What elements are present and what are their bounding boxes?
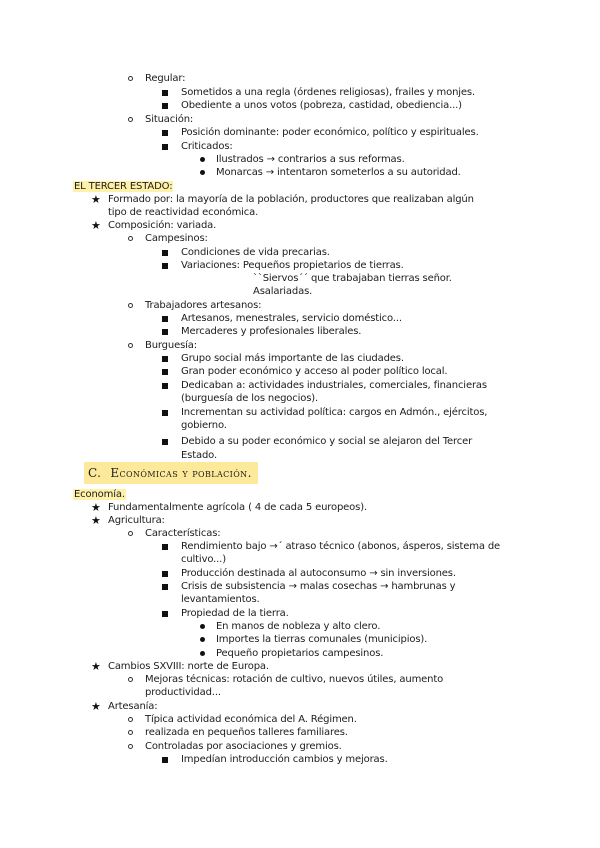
list-item: Pequeño propietarios campesinos. <box>200 647 383 660</box>
list-item: Obediente a unos votos (pobreza, castidad, obediencia...) <box>162 99 462 112</box>
circle-bullet-icon <box>128 303 133 308</box>
list-item: ★ Composición: variada. <box>91 219 217 232</box>
list-item: Estado. <box>181 450 217 461</box>
list-item: Dedicaban a: actividades industriales, comerciales, financieras <box>162 379 487 392</box>
square-bullet-icon <box>162 544 168 550</box>
list-item: ``Siervos´´ que trabajaban tierras señor. <box>253 273 452 284</box>
list-item: Campesinos: <box>128 232 208 245</box>
square-bullet-icon <box>162 611 168 617</box>
list-item: Propiedad de la tierra. <box>162 607 289 620</box>
square-bullet-icon <box>162 263 168 269</box>
list-item: Rendimiento bajo →´ atraso técnico (abonos, ásperos, sistema de <box>162 540 500 553</box>
list-item: ★ Artesanía: <box>91 700 158 713</box>
dot-bullet-icon <box>200 624 205 629</box>
square-bullet-icon <box>162 383 168 389</box>
circle-bullet-icon <box>128 730 133 735</box>
circle-bullet-icon <box>128 117 133 122</box>
list-item: Mercaderes y profesionales liberales. <box>162 325 361 338</box>
list-item: Controladas por asociaciones y gremios. <box>128 740 342 753</box>
list-item: Características: <box>128 527 221 540</box>
circle-bullet-icon <box>128 717 133 722</box>
list-item: ★ Agricultura: <box>91 514 165 527</box>
circle-bullet-icon <box>128 343 133 348</box>
dot-bullet-icon <box>200 170 205 175</box>
dot-bullet-icon <box>200 637 205 642</box>
list-item: Situación: <box>128 113 193 126</box>
list-item: Sometidos a una regla (órdenes religiosas), frailes y monjes. <box>162 86 475 99</box>
square-bullet-icon <box>162 130 168 136</box>
list-item: Ilustrados → contrarios a sus reformas. <box>200 153 405 166</box>
square-bullet-icon <box>162 90 168 96</box>
star-bullet-icon: ★ <box>91 219 101 232</box>
list-item: productividad... <box>145 687 221 698</box>
list-item: Importes la tierras comunales (municipios). <box>200 633 427 646</box>
list-item: En manos de nobleza y alto clero. <box>200 620 380 633</box>
circle-bullet-icon <box>128 531 133 536</box>
square-bullet-icon <box>162 757 168 763</box>
list-item: ★ Cambios SXVIII: norte de Europa. <box>91 660 269 673</box>
list-item: levantamientos. <box>181 594 260 605</box>
list-item: Burguesía: <box>128 339 197 352</box>
dot-bullet-icon <box>200 651 205 656</box>
section-heading: EL TERCER ESTADO: <box>74 181 173 192</box>
section-c-heading: C. Económicas y población. <box>84 462 258 484</box>
list-item: Posición dominante: poder económico, político y espirituales. <box>162 126 479 139</box>
square-bullet-icon <box>162 571 168 577</box>
subsection-heading: Economía. <box>74 489 125 500</box>
list-item: (burguesía de los negocios). <box>181 393 319 404</box>
list-item: Artesanos, menestrales, servicio doméstico... <box>162 312 402 325</box>
list-item: cultivo...) <box>181 554 226 565</box>
list-item: Producción destinada al autoconsumo → sin inversiones. <box>162 567 456 580</box>
square-bullet-icon <box>162 329 168 335</box>
square-bullet-icon <box>162 250 168 256</box>
list-item: realizada en pequeños talleres familiares. <box>128 726 348 739</box>
dot-bullet-icon <box>200 157 205 162</box>
square-bullet-icon <box>162 584 168 590</box>
list-item: Asalariadas. <box>253 286 313 297</box>
square-bullet-icon <box>162 410 168 416</box>
square-bullet-icon <box>162 369 168 375</box>
square-bullet-icon <box>162 103 168 109</box>
list-item: Condiciones de vida precarias. <box>162 246 330 259</box>
list-item: ★ Formado por: la mayoría de la población, productores que realizaban algún <box>91 193 474 206</box>
circle-bullet-icon <box>128 677 133 682</box>
list-item: Impedían introducción cambios y mejoras. <box>162 753 388 766</box>
circle-bullet-icon <box>128 744 133 749</box>
square-bullet-icon <box>162 316 168 322</box>
list-item: tipo de reactividad económica. <box>108 207 259 218</box>
star-bullet-icon: ★ <box>91 700 101 713</box>
list-item: Incrementan su actividad política: cargos en Admón., ejércitos, <box>162 406 487 419</box>
list-item: Típica actividad económica del A. Régimen. <box>128 713 357 726</box>
circle-bullet-icon <box>128 76 133 81</box>
star-bullet-icon: ★ <box>91 193 101 206</box>
list-item: Mejoras técnicas: rotación de cultivo, nuevos útiles, aumento <box>128 673 443 686</box>
list-item: Monarcas → intentaron someterlos a su autoridad. <box>200 166 461 179</box>
list-item: Variaciones: Pequeños propietarios de tierras. <box>162 259 404 272</box>
star-bullet-icon: ★ <box>91 660 101 673</box>
list-item: Grupo social más importante de las ciudades. <box>162 352 404 365</box>
star-bullet-icon: ★ <box>91 501 101 514</box>
list-item: Crisis de subsistencia → malas cosechas → hambrunas y <box>162 580 455 593</box>
list-item: Gran poder económico y acceso al poder político local. <box>162 365 447 378</box>
list-item: Criticados: <box>162 140 233 153</box>
circle-bullet-icon <box>128 236 133 241</box>
list-item: Regular: <box>128 72 185 85</box>
square-bullet-icon <box>162 439 168 445</box>
square-bullet-icon <box>162 356 168 362</box>
list-item: Debido a su poder económico y social se alejaron del Tercer <box>162 435 472 448</box>
star-bullet-icon: ★ <box>91 514 101 527</box>
list-item: Trabajadores artesanos: <box>128 299 261 312</box>
list-item: gobierno. <box>181 420 227 431</box>
square-bullet-icon <box>162 144 168 150</box>
list-item: ★ Fundamentalmente agrícola ( 4 de cada 5 europeos). <box>91 501 367 514</box>
